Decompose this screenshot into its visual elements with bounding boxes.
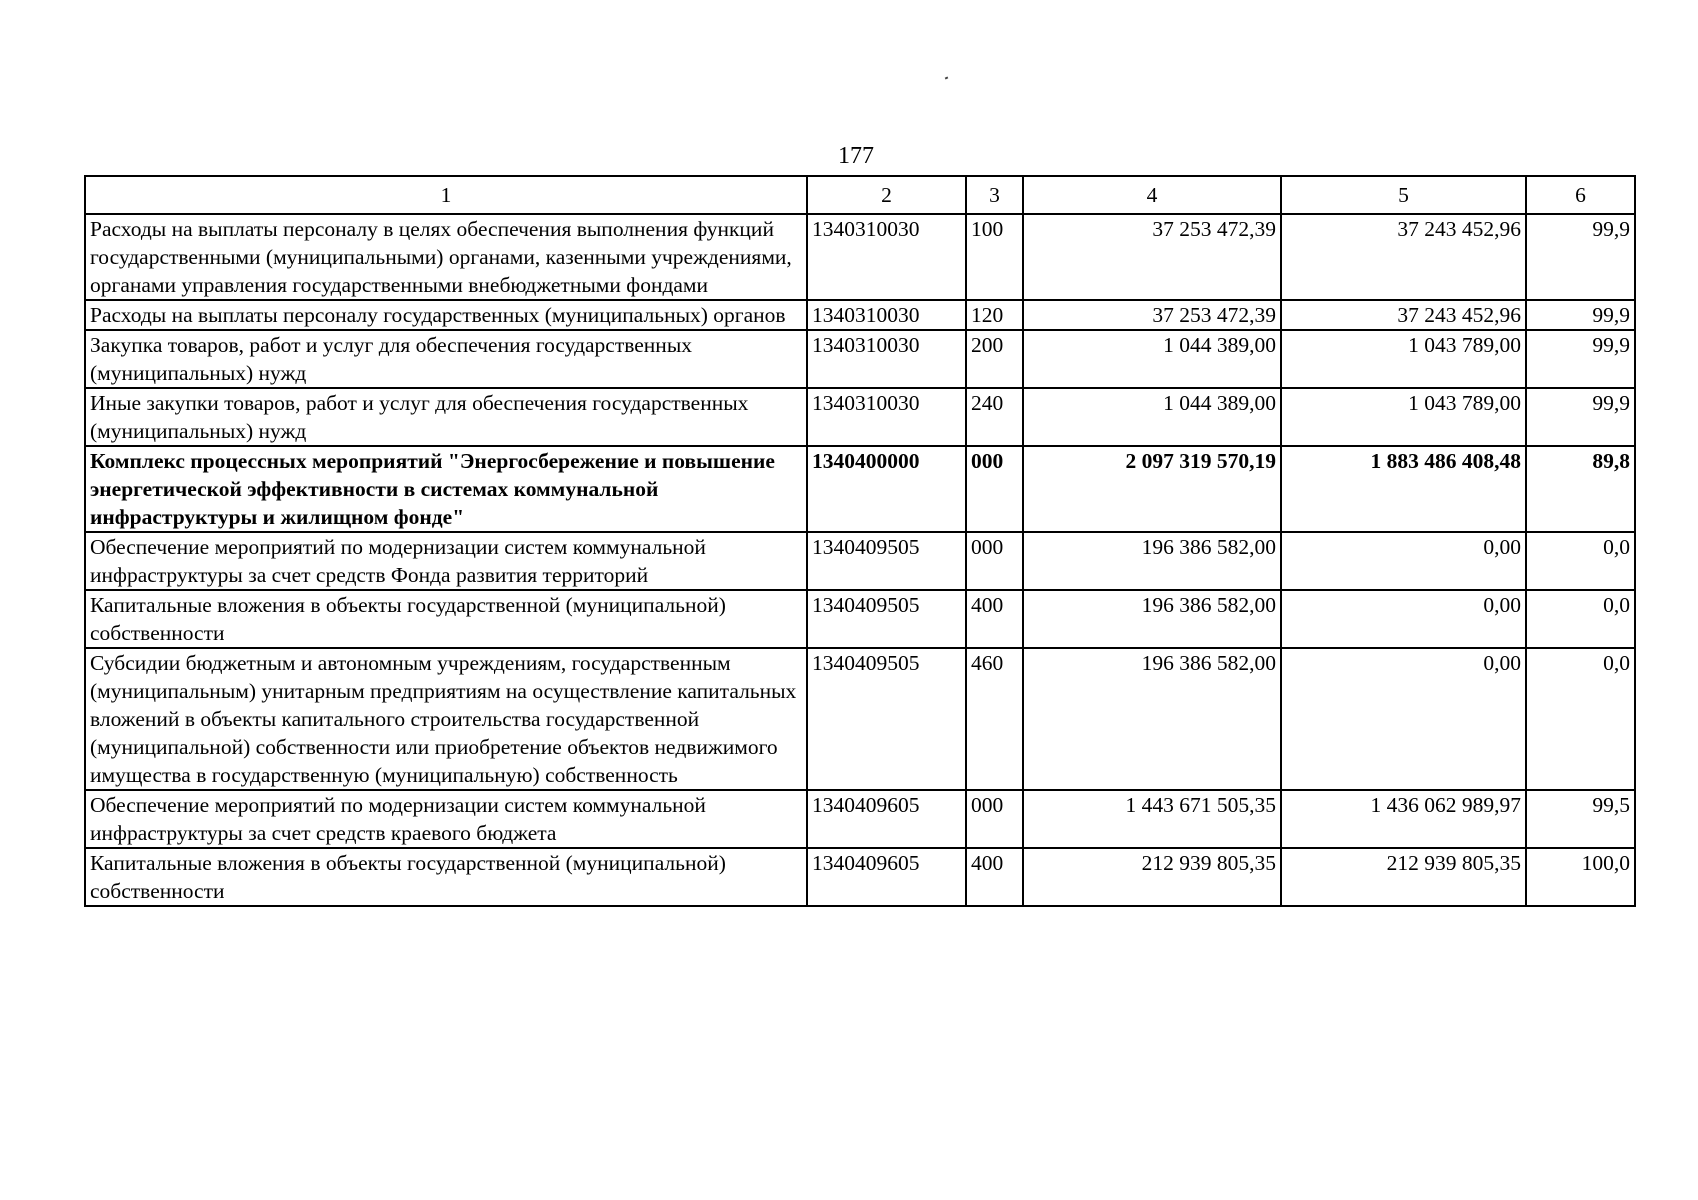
row-percent: 100,0	[1526, 848, 1635, 906]
table-row	[85, 590, 1635, 648]
row-kind: 000	[966, 446, 1023, 532]
table-row	[85, 388, 1635, 446]
row-fact: 37 243 452,96	[1281, 300, 1526, 330]
row-name: Комплекс процессных мероприятий "Энергосбережение и повышение энергетической эффективности в системах коммунальной инфраструктуры и жилищном фонде"	[85, 446, 807, 532]
row-code: 1340409605	[807, 790, 966, 848]
row-code: 1340409605	[807, 848, 966, 906]
header-row	[85, 176, 1635, 214]
row-kind: 400	[966, 590, 1023, 648]
table-row	[85, 848, 1635, 906]
row-fact: 1 043 789,00	[1281, 330, 1526, 388]
row-name: Обеспечение мероприятий по модернизации систем коммунальной инфраструктуры за счет средств Фонда развития территорий	[85, 532, 807, 590]
row-fact: 0,00	[1281, 532, 1526, 590]
header-col-5: 5	[1281, 176, 1526, 214]
row-fact: 1 043 789,00	[1281, 388, 1526, 446]
row-plan: 2 097 319 570,19	[1023, 446, 1281, 532]
table-row	[85, 532, 1635, 590]
row-fact: 37 243 452,96	[1281, 214, 1526, 300]
row-fact: 212 939 805,35	[1281, 848, 1526, 906]
row-code: 1340310030	[807, 330, 966, 388]
row-kind: 240	[966, 388, 1023, 446]
row-percent: 0,0	[1526, 532, 1635, 590]
row-plan: 1 044 389,00	[1023, 388, 1281, 446]
row-fact: 1 883 486 408,48	[1281, 446, 1526, 532]
row-percent: 89,8	[1526, 446, 1635, 532]
header-col-4: 4	[1023, 176, 1281, 214]
row-fact: 0,00	[1281, 590, 1526, 648]
table-row	[85, 330, 1635, 388]
row-code: 1340409505	[807, 648, 966, 790]
row-plan: 1 443 671 505,35	[1023, 790, 1281, 848]
row-code: 1340409505	[807, 532, 966, 590]
row-name: Обеспечение мероприятий по модернизации систем коммунальной инфраструктуры за счет средств краевого бюджета	[85, 790, 807, 848]
row-name: Капитальные вложения в объекты государственной (муниципальной) собственности	[85, 848, 807, 906]
header-col-1: 1	[85, 176, 807, 214]
page-number: 177	[838, 143, 874, 169]
row-code: 1340310030	[807, 214, 966, 300]
row-kind: 400	[966, 848, 1023, 906]
row-code: 1340310030	[807, 388, 966, 446]
header-col-3: 3	[966, 176, 1023, 214]
row-kind: 200	[966, 330, 1023, 388]
row-percent: 99,5	[1526, 790, 1635, 848]
row-percent: 99,9	[1526, 214, 1635, 300]
row-plan: 196 386 582,00	[1023, 648, 1281, 790]
row-percent: 0,0	[1526, 590, 1635, 648]
row-name: Субсидии бюджетным и автономным учреждениям, государственным (муниципальным) унитарным предприятиям на осуществление капитальных вложений в объекты капитального строительства государственной (муниципальной) собственности или приобретение объектов недвижимого имущества в государственную (муниципальную) собственность	[85, 648, 807, 790]
budget-table	[84, 175, 1636, 907]
row-name: Расходы на выплаты персоналу в целях обеспечения выполнения функций государственными (муниципальными) органами, казенными учреждениями, органами управления государственными внебюджетными фондами	[85, 214, 807, 300]
row-plan: 1 044 389,00	[1023, 330, 1281, 388]
row-code: 1340400000	[807, 446, 966, 532]
row-fact: 1 436 062 989,97	[1281, 790, 1526, 848]
row-kind: 460	[966, 648, 1023, 790]
table-row	[85, 790, 1635, 848]
scan-speck	[945, 76, 949, 79]
row-plan: 196 386 582,00	[1023, 590, 1281, 648]
table-row	[85, 648, 1635, 790]
row-plan: 37 253 472,39	[1023, 300, 1281, 330]
row-name: Расходы на выплаты персоналу государственных (муниципальных) органов	[85, 300, 807, 330]
row-kind: 120	[966, 300, 1023, 330]
table-row	[85, 214, 1635, 300]
row-name: Капитальные вложения в объекты государственной (муниципальной) собственности	[85, 590, 807, 648]
row-plan: 212 939 805,35	[1023, 848, 1281, 906]
row-code: 1340409505	[807, 590, 966, 648]
row-plan: 37 253 472,39	[1023, 214, 1281, 300]
table-row-section-total	[85, 446, 1635, 532]
row-percent: 99,9	[1526, 388, 1635, 446]
row-name: Иные закупки товаров, работ и услуг для обеспечения государственных (муниципальных) нужд	[85, 388, 807, 446]
row-fact: 0,00	[1281, 648, 1526, 790]
row-plan: 196 386 582,00	[1023, 532, 1281, 590]
header-col-6: 6	[1526, 176, 1635, 214]
row-percent: 0,0	[1526, 648, 1635, 790]
row-percent: 99,9	[1526, 300, 1635, 330]
row-kind: 000	[966, 532, 1023, 590]
table-row	[85, 300, 1635, 330]
header-col-2: 2	[807, 176, 966, 214]
row-name: Закупка товаров, работ и услуг для обеспечения государственных (муниципальных) нужд	[85, 330, 807, 388]
row-code: 1340310030	[807, 300, 966, 330]
row-kind: 100	[966, 214, 1023, 300]
row-percent: 99,9	[1526, 330, 1635, 388]
row-kind: 000	[966, 790, 1023, 848]
